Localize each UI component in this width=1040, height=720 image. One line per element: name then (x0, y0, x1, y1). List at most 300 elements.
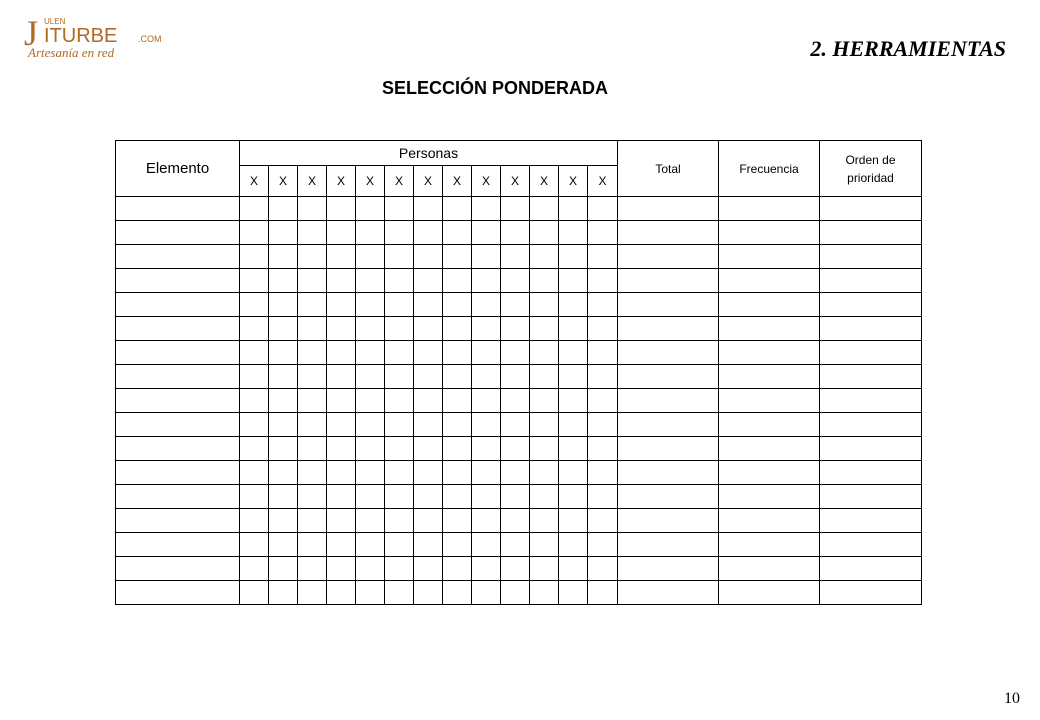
table-cell[interactable] (269, 269, 298, 293)
table-cell[interactable] (618, 461, 719, 485)
table-cell[interactable] (501, 245, 530, 269)
table-cell[interactable] (356, 365, 385, 389)
table-cell[interactable] (240, 485, 269, 509)
table-cell[interactable] (618, 485, 719, 509)
table-cell[interactable] (385, 341, 414, 365)
table-cell[interactable] (414, 413, 443, 437)
table-cell[interactable] (116, 581, 240, 605)
table-cell[interactable] (443, 581, 472, 605)
table-cell[interactable] (618, 533, 719, 557)
table-cell[interactable] (327, 197, 356, 221)
table-cell[interactable] (820, 557, 922, 581)
table-cell[interactable] (298, 317, 327, 341)
table-cell[interactable] (618, 221, 719, 245)
table-cell[interactable] (501, 485, 530, 509)
table-cell[interactable] (588, 389, 618, 413)
table-cell[interactable] (559, 437, 588, 461)
table-cell[interactable] (719, 581, 820, 605)
table-cell[interactable] (443, 341, 472, 365)
table-cell[interactable] (414, 557, 443, 581)
table-cell[interactable] (327, 293, 356, 317)
table-cell[interactable] (356, 341, 385, 365)
table-cell[interactable] (472, 533, 501, 557)
table-cell[interactable] (443, 269, 472, 293)
table-cell[interactable] (327, 557, 356, 581)
table-cell[interactable] (327, 389, 356, 413)
table-cell[interactable] (298, 461, 327, 485)
table-cell[interactable] (414, 365, 443, 389)
table-cell[interactable] (443, 245, 472, 269)
table-cell[interactable] (240, 581, 269, 605)
table-cell[interactable] (414, 533, 443, 557)
table-cell[interactable] (269, 557, 298, 581)
table-cell[interactable] (530, 509, 559, 533)
table-cell[interactable] (472, 557, 501, 581)
table-cell[interactable] (530, 269, 559, 293)
table-cell[interactable] (559, 221, 588, 245)
table-cell[interactable] (588, 293, 618, 317)
table-cell[interactable] (559, 269, 588, 293)
table-cell[interactable] (820, 389, 922, 413)
table-cell[interactable] (443, 533, 472, 557)
table-cell[interactable] (385, 413, 414, 437)
table-cell[interactable] (588, 269, 618, 293)
table-cell[interactable] (240, 389, 269, 413)
table-cell[interactable] (443, 389, 472, 413)
table-cell[interactable] (588, 509, 618, 533)
table-cell[interactable] (240, 245, 269, 269)
table-cell[interactable] (385, 461, 414, 485)
table-cell[interactable] (472, 245, 501, 269)
table-cell[interactable] (116, 485, 240, 509)
table-cell[interactable] (298, 485, 327, 509)
table-cell[interactable] (414, 269, 443, 293)
table-cell[interactable] (327, 485, 356, 509)
table-cell[interactable] (618, 389, 719, 413)
table-cell[interactable] (116, 509, 240, 533)
table-cell[interactable] (588, 197, 618, 221)
table-cell[interactable] (327, 269, 356, 293)
table-cell[interactable] (588, 581, 618, 605)
table-cell[interactable] (559, 557, 588, 581)
table-cell[interactable] (618, 413, 719, 437)
table-cell[interactable] (269, 317, 298, 341)
table-cell[interactable] (414, 293, 443, 317)
table-cell[interactable] (298, 581, 327, 605)
table-cell[interactable] (443, 293, 472, 317)
table-cell[interactable] (559, 461, 588, 485)
table-cell[interactable] (472, 437, 501, 461)
table-cell[interactable] (327, 341, 356, 365)
table-cell[interactable] (356, 269, 385, 293)
table-cell[interactable] (820, 581, 922, 605)
table-cell[interactable] (820, 245, 922, 269)
table-cell[interactable] (472, 389, 501, 413)
table-cell[interactable] (719, 509, 820, 533)
table-cell[interactable] (240, 221, 269, 245)
table-cell[interactable] (269, 509, 298, 533)
table-cell[interactable] (356, 293, 385, 317)
table-cell[interactable] (719, 389, 820, 413)
table-cell[interactable] (472, 317, 501, 341)
table-cell[interactable] (719, 269, 820, 293)
table-cell[interactable] (298, 293, 327, 317)
table-cell[interactable] (116, 365, 240, 389)
table-cell[interactable] (385, 221, 414, 245)
table-cell[interactable] (356, 581, 385, 605)
table-cell[interactable] (719, 365, 820, 389)
table-cell[interactable] (530, 341, 559, 365)
table-cell[interactable] (719, 485, 820, 509)
table-cell[interactable] (116, 461, 240, 485)
table-cell[interactable] (269, 197, 298, 221)
table-cell[interactable] (559, 365, 588, 389)
table-cell[interactable] (269, 485, 298, 509)
table-cell[interactable] (269, 245, 298, 269)
table-cell[interactable] (116, 269, 240, 293)
logo-main: ITURBE (44, 25, 118, 47)
table-cell[interactable] (385, 365, 414, 389)
table-cell[interactable] (559, 293, 588, 317)
table-cell[interactable] (385, 197, 414, 221)
table-cell[interactable] (269, 341, 298, 365)
table-cell[interactable] (356, 437, 385, 461)
table-cell[interactable] (820, 293, 922, 317)
table-cell[interactable] (472, 365, 501, 389)
table-cell[interactable] (618, 557, 719, 581)
table-cell[interactable] (618, 365, 719, 389)
table-cell[interactable] (240, 197, 269, 221)
table-cell[interactable] (472, 197, 501, 221)
table-cell[interactable] (356, 509, 385, 533)
table-cell[interactable] (356, 245, 385, 269)
table-cell[interactable] (501, 509, 530, 533)
table-cell[interactable] (559, 485, 588, 509)
table-cell[interactable] (240, 365, 269, 389)
table-cell[interactable] (588, 245, 618, 269)
table-cell[interactable] (269, 221, 298, 245)
table-cell[interactable] (820, 461, 922, 485)
table-cell[interactable] (820, 269, 922, 293)
table-cell[interactable] (385, 533, 414, 557)
table-cell[interactable] (472, 413, 501, 437)
table-cell[interactable] (327, 245, 356, 269)
table-cell[interactable] (116, 293, 240, 317)
table-cell[interactable] (530, 461, 559, 485)
table-cell[interactable] (501, 365, 530, 389)
table-cell[interactable] (820, 317, 922, 341)
table-cell[interactable] (116, 533, 240, 557)
table-cell[interactable] (327, 317, 356, 341)
table-cell[interactable] (501, 389, 530, 413)
table-cell[interactable] (501, 269, 530, 293)
table-cell[interactable] (618, 341, 719, 365)
table-cell[interactable] (240, 437, 269, 461)
table-cell[interactable] (269, 461, 298, 485)
table-cell[interactable] (501, 413, 530, 437)
table-cell[interactable] (530, 485, 559, 509)
table-cell[interactable] (414, 317, 443, 341)
table-cell[interactable] (588, 413, 618, 437)
table-cell[interactable] (501, 341, 530, 365)
table-cell[interactable] (298, 533, 327, 557)
table-cell[interactable] (298, 557, 327, 581)
table-cell[interactable] (820, 437, 922, 461)
table-cell[interactable] (530, 293, 559, 317)
table-cell[interactable] (719, 197, 820, 221)
table-cell[interactable] (588, 341, 618, 365)
table-cell[interactable] (414, 461, 443, 485)
table-cell[interactable] (719, 437, 820, 461)
table-cell[interactable] (443, 221, 472, 245)
persona-mark-2: X (269, 166, 298, 197)
table-cell[interactable] (559, 509, 588, 533)
table-cell[interactable] (298, 221, 327, 245)
table-cell[interactable] (385, 245, 414, 269)
table-cell[interactable] (385, 509, 414, 533)
table-cell[interactable] (618, 293, 719, 317)
table-cell[interactable] (820, 197, 922, 221)
table-cell[interactable] (327, 581, 356, 605)
table-cell[interactable] (356, 533, 385, 557)
table-cell[interactable] (240, 461, 269, 485)
table-cell[interactable] (559, 413, 588, 437)
table-cell[interactable] (719, 461, 820, 485)
table-cell[interactable] (385, 581, 414, 605)
table-row (116, 221, 922, 245)
table-cell[interactable] (820, 485, 922, 509)
site-logo (22, 12, 192, 60)
header-orden-prioridad (820, 141, 922, 197)
table-cell[interactable] (719, 413, 820, 437)
table-cell[interactable] (443, 509, 472, 533)
table-cell[interactable] (618, 509, 719, 533)
table-cell[interactable] (501, 197, 530, 221)
table-cell[interactable] (501, 461, 530, 485)
table-cell[interactable] (443, 365, 472, 389)
table-cell[interactable] (414, 197, 443, 221)
table-cell[interactable] (820, 341, 922, 365)
table-cell[interactable] (530, 221, 559, 245)
table-cell[interactable] (414, 221, 443, 245)
table-cell[interactable] (559, 341, 588, 365)
table-cell[interactable] (501, 533, 530, 557)
table-cell[interactable] (472, 341, 501, 365)
table-cell[interactable] (327, 461, 356, 485)
table-cell[interactable] (116, 389, 240, 413)
table-cell[interactable] (472, 461, 501, 485)
table-cell[interactable] (530, 365, 559, 389)
table-cell[interactable] (588, 365, 618, 389)
table-cell[interactable] (298, 413, 327, 437)
table-cell[interactable] (240, 557, 269, 581)
table-row (116, 293, 922, 317)
table-cell[interactable] (385, 269, 414, 293)
table-cell[interactable] (559, 533, 588, 557)
table-cell[interactable] (501, 317, 530, 341)
table-cell[interactable] (356, 197, 385, 221)
table-cell[interactable] (559, 581, 588, 605)
table-cell[interactable] (116, 317, 240, 341)
table-cell[interactable] (501, 293, 530, 317)
table-cell[interactable] (472, 485, 501, 509)
table-cell[interactable] (298, 197, 327, 221)
table-cell[interactable] (116, 557, 240, 581)
table-cell[interactable] (618, 581, 719, 605)
table-cell[interactable] (719, 341, 820, 365)
table-row (116, 461, 922, 485)
table-cell[interactable] (385, 293, 414, 317)
table-cell[interactable] (719, 533, 820, 557)
table-cell[interactable] (588, 221, 618, 245)
table-cell[interactable] (472, 581, 501, 605)
table-cell[interactable] (414, 389, 443, 413)
table-cell[interactable] (414, 509, 443, 533)
table-cell[interactable] (530, 581, 559, 605)
table-cell[interactable] (298, 245, 327, 269)
table-cell[interactable] (719, 557, 820, 581)
table-cell[interactable] (530, 557, 559, 581)
table-cell[interactable] (588, 461, 618, 485)
table-cell[interactable] (559, 389, 588, 413)
table-cell[interactable] (530, 389, 559, 413)
table-cell[interactable] (559, 197, 588, 221)
table-cell[interactable] (820, 365, 922, 389)
table-cell[interactable] (472, 509, 501, 533)
table-cell[interactable] (269, 293, 298, 317)
table-cell[interactable] (116, 437, 240, 461)
table-cell[interactable] (356, 389, 385, 413)
table-cell[interactable] (588, 317, 618, 341)
logo-letter: J (24, 13, 39, 53)
table-cell[interactable] (414, 341, 443, 365)
table-cell[interactable] (240, 293, 269, 317)
table-cell[interactable] (385, 485, 414, 509)
table-cell[interactable] (530, 245, 559, 269)
table-cell[interactable] (719, 317, 820, 341)
table-cell[interactable] (116, 413, 240, 437)
table-cell[interactable] (298, 341, 327, 365)
table-cell[interactable] (327, 533, 356, 557)
table-cell[interactable] (414, 245, 443, 269)
table-cell[interactable] (298, 269, 327, 293)
table-cell[interactable] (618, 317, 719, 341)
table-cell[interactable] (820, 533, 922, 557)
table-cell[interactable] (618, 197, 719, 221)
table-cell[interactable] (820, 221, 922, 245)
table-cell[interactable] (269, 581, 298, 605)
table-cell[interactable] (414, 485, 443, 509)
table-cell[interactable] (385, 317, 414, 341)
table-cell[interactable] (443, 413, 472, 437)
table-cell[interactable] (385, 389, 414, 413)
table-cell[interactable] (327, 509, 356, 533)
table-cell[interactable] (385, 557, 414, 581)
table-cell[interactable] (269, 365, 298, 389)
table-cell[interactable] (719, 293, 820, 317)
table-cell[interactable] (559, 317, 588, 341)
table-cell[interactable] (240, 533, 269, 557)
table-cell[interactable] (588, 533, 618, 557)
table-cell[interactable] (414, 437, 443, 461)
table-cell[interactable] (298, 437, 327, 461)
table-cell[interactable] (269, 437, 298, 461)
table-cell[interactable] (820, 413, 922, 437)
table-cell[interactable] (385, 437, 414, 461)
table-cell[interactable] (443, 197, 472, 221)
table-cell[interactable] (530, 197, 559, 221)
table-cell[interactable] (530, 413, 559, 437)
table-cell[interactable] (298, 509, 327, 533)
table-cell[interactable] (327, 365, 356, 389)
table-cell[interactable] (269, 389, 298, 413)
table-cell[interactable] (719, 221, 820, 245)
table-cell[interactable] (116, 341, 240, 365)
table-cell[interactable] (443, 317, 472, 341)
table-cell[interactable] (443, 437, 472, 461)
table-cell[interactable] (298, 389, 327, 413)
table-cell[interactable] (356, 485, 385, 509)
table-cell[interactable] (240, 341, 269, 365)
table-cell[interactable] (327, 413, 356, 437)
table-cell[interactable] (356, 221, 385, 245)
table-cell[interactable] (240, 413, 269, 437)
table-cell[interactable] (559, 245, 588, 269)
table-cell[interactable] (240, 509, 269, 533)
table-cell[interactable] (269, 533, 298, 557)
table-cell[interactable] (356, 557, 385, 581)
table-cell[interactable] (443, 485, 472, 509)
table-cell[interactable] (472, 293, 501, 317)
table-cell[interactable] (414, 581, 443, 605)
table-cell[interactable] (588, 437, 618, 461)
table-cell[interactable] (501, 581, 530, 605)
table-cell[interactable] (356, 461, 385, 485)
table-cell[interactable] (472, 269, 501, 293)
table-cell[interactable] (116, 245, 240, 269)
table-cell[interactable] (501, 557, 530, 581)
persona-mark-12: X (559, 166, 588, 197)
table-cell[interactable] (327, 437, 356, 461)
table-cell[interactable] (356, 413, 385, 437)
table-cell[interactable] (588, 557, 618, 581)
table-cell[interactable] (618, 269, 719, 293)
persona-mark-4: X (327, 166, 356, 197)
table-cell[interactable] (501, 221, 530, 245)
table-cell[interactable] (327, 221, 356, 245)
table-cell[interactable] (269, 413, 298, 437)
table-cell[interactable] (530, 317, 559, 341)
table-cell[interactable] (472, 221, 501, 245)
table-cell[interactable] (443, 461, 472, 485)
table-cell[interactable] (530, 437, 559, 461)
table-cell[interactable] (530, 533, 559, 557)
table-row (116, 533, 922, 557)
table-cell[interactable] (240, 317, 269, 341)
table-cell[interactable] (443, 557, 472, 581)
table-cell[interactable] (588, 485, 618, 509)
table-cell[interactable] (820, 509, 922, 533)
table-cell[interactable] (116, 197, 240, 221)
table-cell[interactable] (356, 317, 385, 341)
table-cell[interactable] (298, 365, 327, 389)
table-cell[interactable] (116, 221, 240, 245)
table-cell[interactable] (719, 245, 820, 269)
table-cell[interactable] (240, 269, 269, 293)
table-cell[interactable] (501, 437, 530, 461)
table-cell[interactable] (618, 245, 719, 269)
table-cell[interactable] (618, 437, 719, 461)
